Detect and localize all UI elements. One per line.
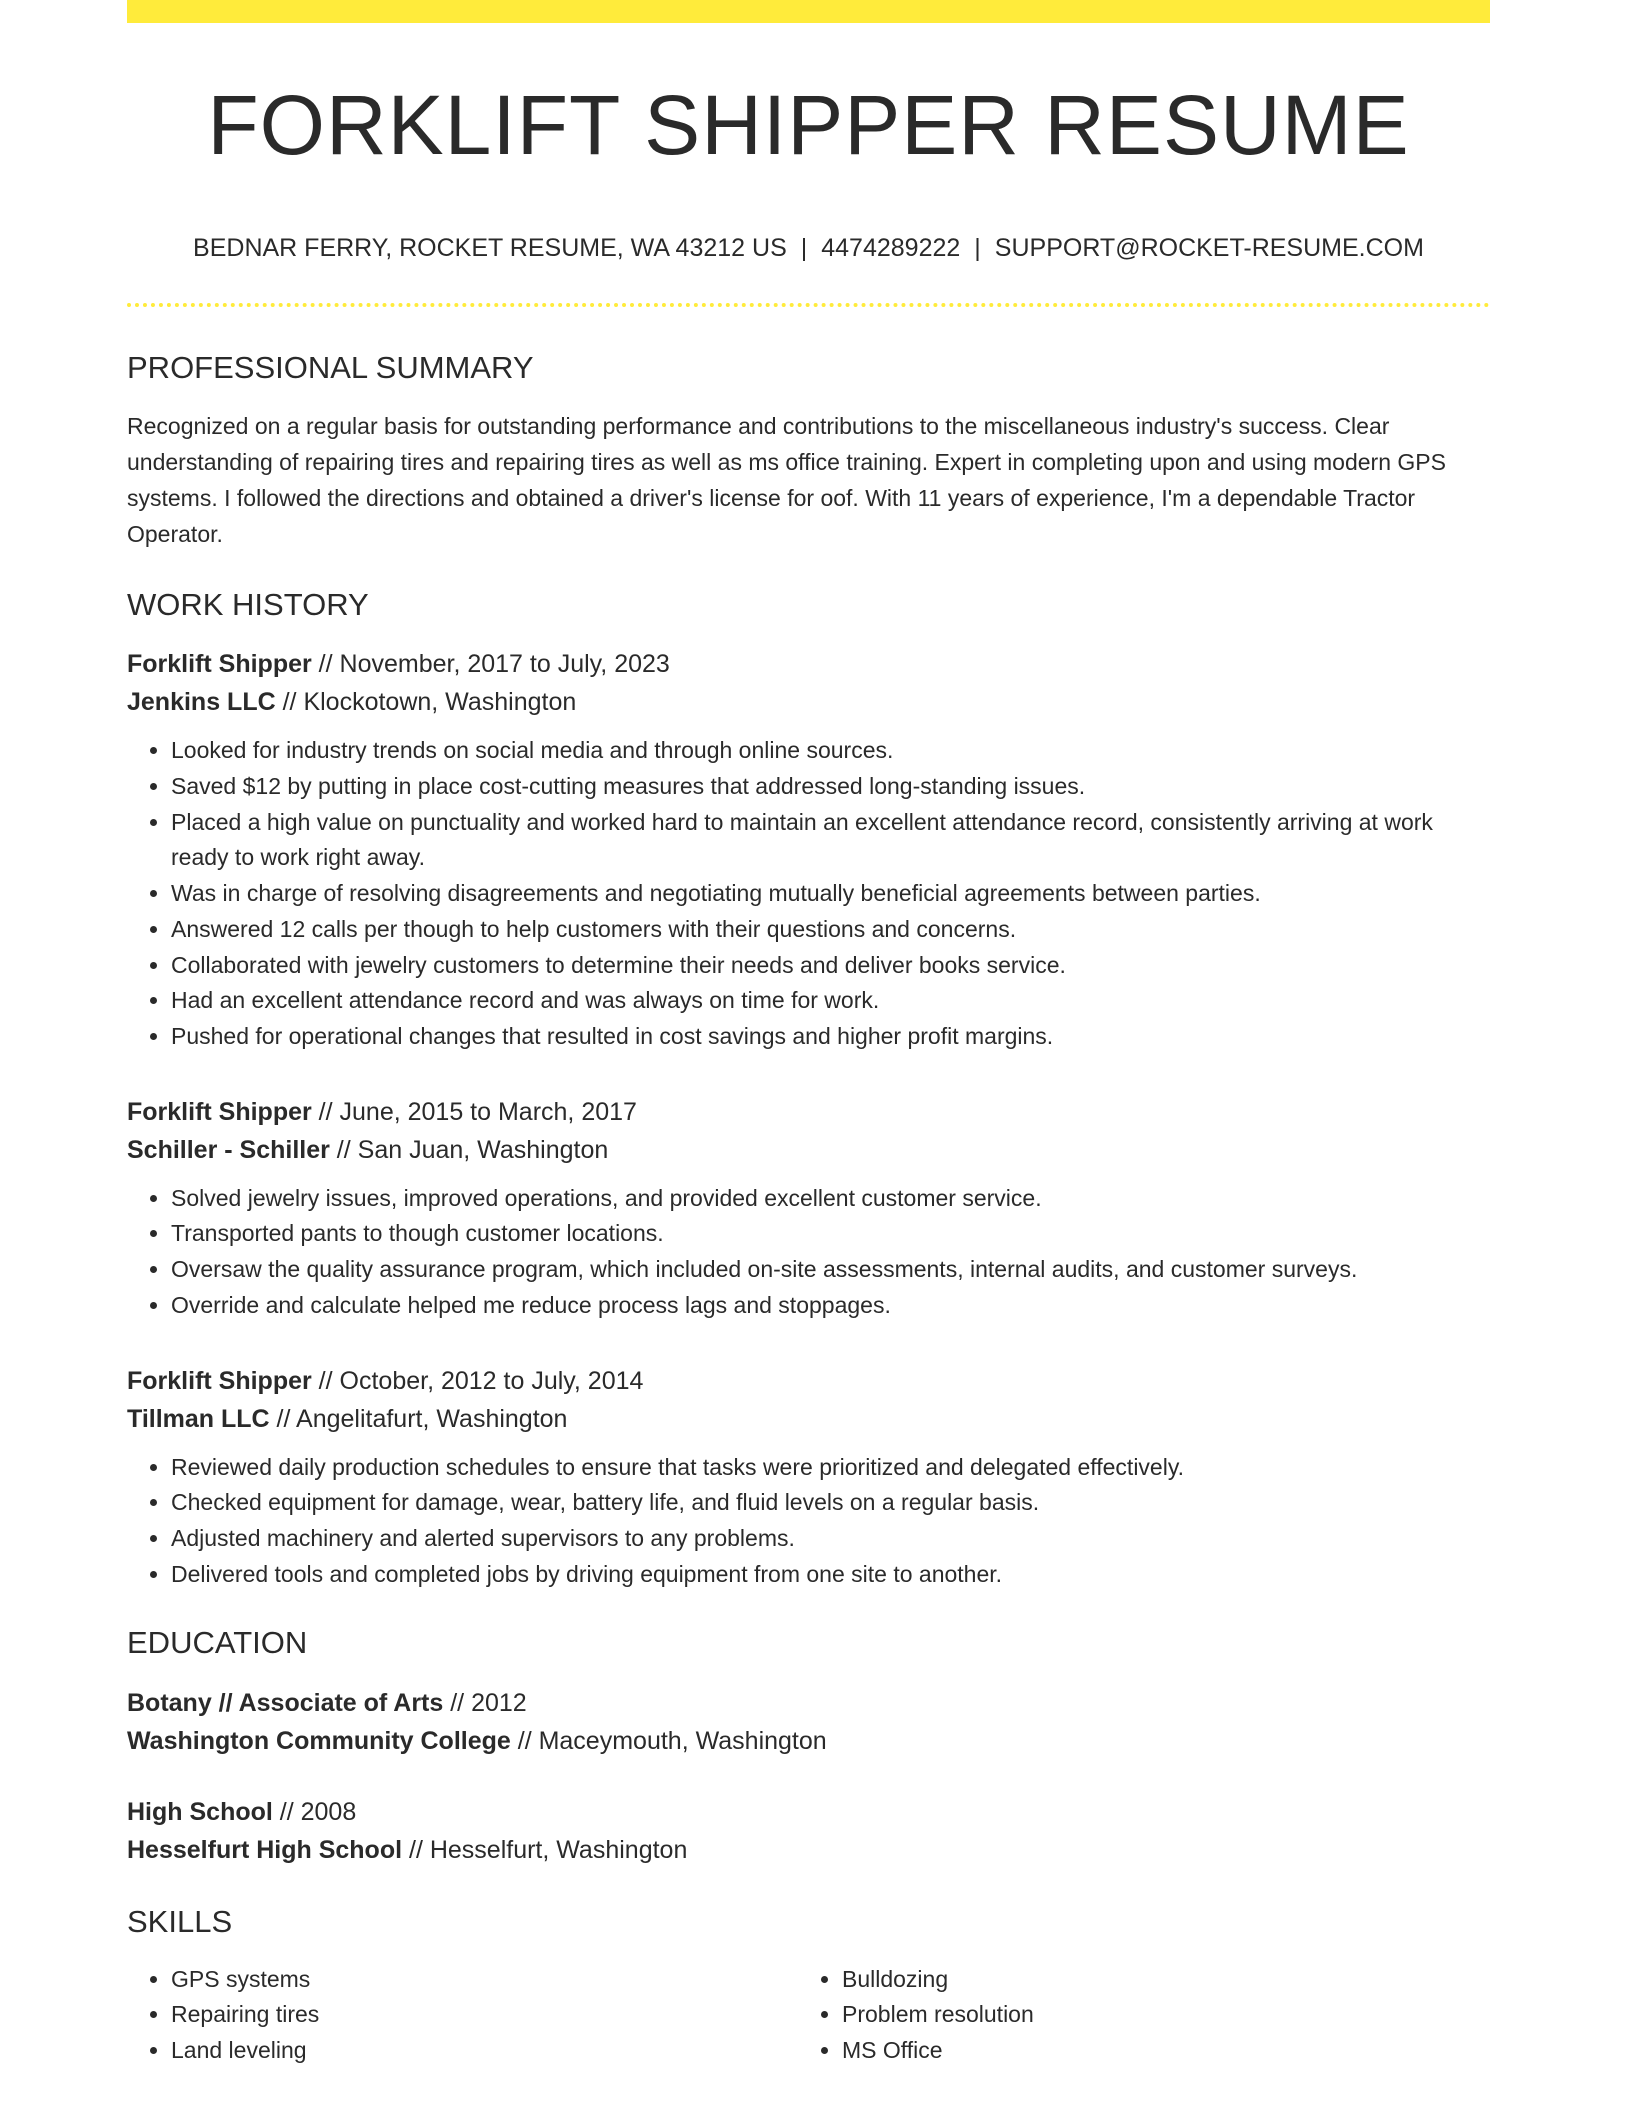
list-item: • Looked for industry trends on social media and through online sources. [171, 733, 1490, 769]
list-item: • Placed a high value on punctuality and worked hard to maintain an excellent attendance record, consistently arriving at work ready to work right away. [171, 805, 1490, 876]
list-item: • Collaborated with jewelry customers to determine their needs and deliver books service. [171, 948, 1490, 984]
education-entry [127, 1793, 1490, 1869]
skills-column-right [798, 1962, 1469, 2069]
job-role: Forklift Shipper [127, 650, 312, 679]
job-bullets [127, 1450, 1490, 1593]
accent-bar [127, 0, 1490, 23]
job-location: // San Juan, Washington [329, 1135, 609, 1164]
job-entry [127, 1362, 1490, 1593]
job-title-line [127, 1093, 1490, 1131]
job-dates: // November, 2017 to July, 2023 [311, 650, 670, 679]
contact-separator: | [800, 234, 808, 262]
education-year: // 2008 [272, 1797, 357, 1826]
contact-address: BEDNAR FERRY, ROCKET RESUME, WA 43212 US [193, 234, 787, 262]
job-dates: // October, 2012 to July, 2014 [311, 1366, 644, 1395]
section-title-work-history: WORK HISTORY [127, 587, 369, 623]
skill-item: • Land leveling [171, 2033, 798, 2069]
list-item: • Checked equipment for damage, wear, battery life, and fluid levels on a regular basis. [171, 1485, 1490, 1521]
skill-item: • GPS systems [171, 1962, 798, 1998]
job-entry [127, 1093, 1490, 1324]
education-school: Hesselfurt High School [127, 1835, 403, 1864]
education-degree-line [127, 1793, 1490, 1831]
job-company: Jenkins LLC [127, 688, 276, 717]
education-location: // Hesselfurt, Washington [402, 1835, 688, 1864]
resume-title: FORKLIFT SHIPPER RESUME [207, 78, 1410, 172]
list-item: • Override and calculate helped me reduce process lags and stoppages. [171, 1288, 1490, 1324]
summary-text: Recognized on a regular basis for outstanding performance and contributions to the miscellaneous industry's success. Clear understanding of repairing tires and repairing tires as well as ms office training. Expert in completing upon and using modern GPS systems. I followed the directions and obtained a driver's license for oof. With 11 years of experience, I'm a dependable Tractor Operator. [127, 413, 1446, 548]
list-item: • Adjusted machinery and alerted supervisors to any problems. [171, 1521, 1490, 1557]
dotted-divider [127, 303, 1490, 307]
contact-email: SUPPORT@ROCKET-RESUME.COM [994, 234, 1424, 262]
job-company: Schiller - Schiller [127, 1135, 330, 1164]
job-role: Forklift Shipper [127, 1097, 312, 1126]
list-item: • Was in charge of resolving disagreements and negotiating mutually beneficial agreements between parties. [171, 876, 1490, 912]
job-dates: // June, 2015 to March, 2017 [311, 1097, 637, 1126]
list-item: • Reviewed daily production schedules to ensure that tasks were prioritized and delegated effectively. [171, 1450, 1490, 1486]
job-location: // Angelitafurt, Washington [269, 1404, 568, 1433]
education-year: // 2012 [443, 1688, 527, 1717]
skill-item: • MS Office [842, 2033, 1469, 2069]
education-degree: High School [127, 1797, 273, 1826]
resume-page [127, 0, 1490, 2069]
skill-item: • Bulldozing [842, 1962, 1469, 1998]
job-entry [127, 645, 1490, 1054]
job-role: Forklift Shipper [127, 1366, 312, 1395]
skill-item: • Repairing tires [171, 1997, 798, 2033]
job-location: // Klockotown, Washington [275, 688, 577, 717]
job-company-line [127, 1400, 1490, 1438]
education-degree-line [127, 1684, 1490, 1722]
section-title-skills: SKILLS [127, 1903, 233, 1939]
list-item: • Had an excellent attendance record and was always on time for work. [171, 983, 1490, 1019]
education-school-line [127, 1831, 1490, 1869]
list-item: • Solved jewelry issues, improved operations, and provided excellent customer service. [171, 1181, 1490, 1217]
list-item: • Answered 12 calls per though to help customers with their questions and concerns. [171, 912, 1490, 948]
section-title-summary: PROFESSIONAL SUMMARY [127, 350, 534, 385]
education-degree: Botany // Associate of Arts [127, 1688, 444, 1717]
education-location: // Maceymouth, Washington [510, 1726, 827, 1755]
contact-phone: 4474289222 [821, 234, 961, 262]
list-item: • Oversaw the quality assurance program, which included on-site assessments, internal audits, and customer surveys. [171, 1252, 1490, 1288]
skills-grid [127, 1962, 1490, 2069]
education-entry [127, 1684, 1490, 1760]
list-item: • Transported pants to though customer locations. [171, 1216, 1490, 1252]
job-bullets [127, 1181, 1490, 1324]
job-company-line [127, 1131, 1490, 1169]
job-bullets [127, 733, 1490, 1054]
section-title-education: EDUCATION [127, 1625, 308, 1661]
list-item: • Delivered tools and completed jobs by driving equipment from one site to another. [171, 1557, 1490, 1593]
job-company: Tillman LLC [127, 1404, 270, 1433]
contact-separator: | [974, 234, 981, 262]
list-item: • Saved $12 by putting in place cost-cutting measures that addressed long-standing issues. [171, 769, 1490, 805]
job-title-line [127, 1362, 1490, 1400]
job-company-line [127, 683, 1490, 721]
job-title-line [127, 645, 1490, 683]
education-school: Washington Community College [127, 1726, 511, 1755]
list-item: • Pushed for operational changes that resulted in cost savings and higher profit margins. [171, 1019, 1490, 1055]
education-school-line [127, 1722, 1490, 1760]
skills-column-left [127, 1962, 798, 2069]
contact-line [127, 233, 1490, 263]
skill-item: • Problem resolution [842, 1997, 1469, 2033]
